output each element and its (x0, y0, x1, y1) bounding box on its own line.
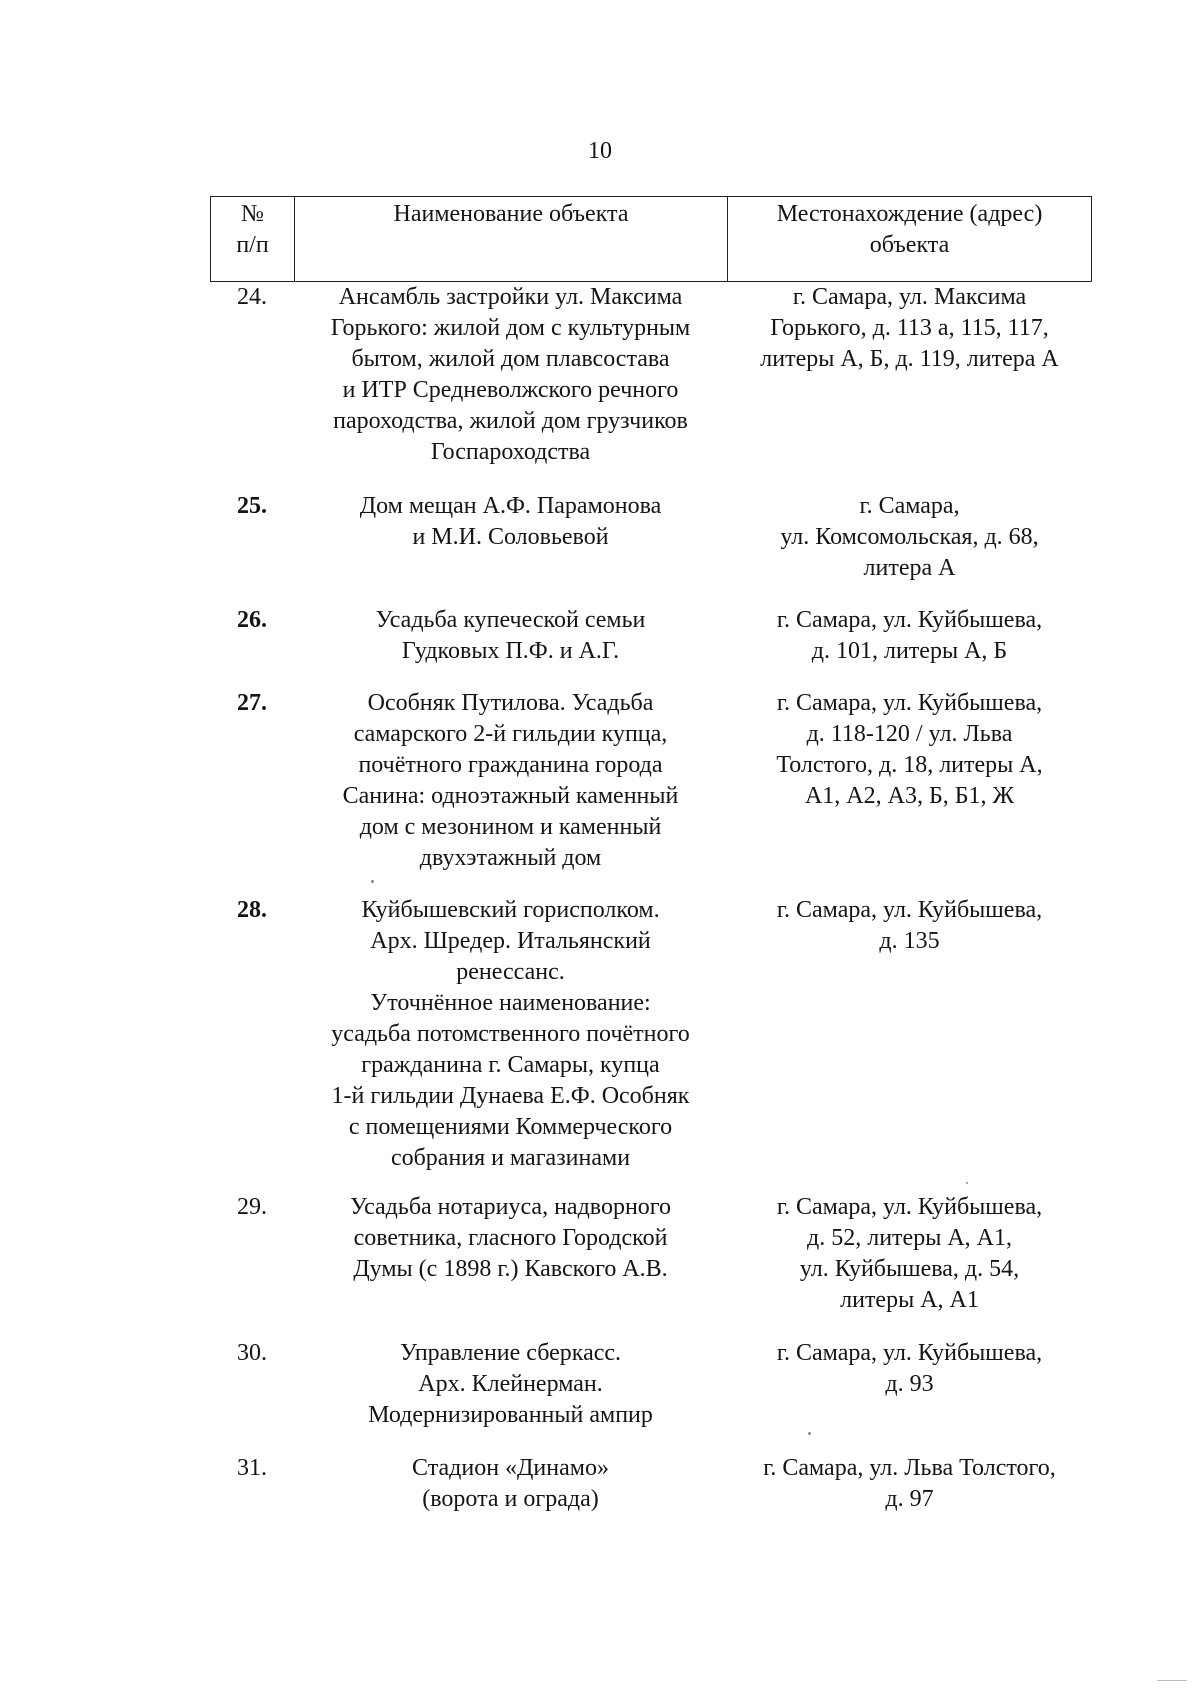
row-object-address: г. Самара, ул. Куйбышева, д. 52, литеры А, А1, ул. Куйбышева, д. 54, литеры А, А1 (776, 1194, 1043, 1313)
table-row (210, 282, 1092, 468)
row-object-address: г. Самара, ул. Льва Толстого, д. 97 (763, 1455, 1056, 1512)
page-number: 10 (588, 138, 612, 164)
row-object-name: Куйбышевский горисполком. Арх. Шредер. Итальянский ренессанс. Уточнённое наименование: усадьба потомственного почётного гражданина г. Самары, купца 1-й гильдии Дунаева Е.Ф. Особняк с помещениями Коммерческого собрания и магазинами (331, 897, 690, 1171)
row-number: 30. (237, 1340, 267, 1366)
table-row (210, 1192, 1092, 1316)
scan-speck (1157, 1680, 1187, 1681)
table-row (210, 688, 1092, 874)
scan-speck (808, 1432, 811, 1435)
header-number-column: № п/п (211, 197, 295, 281)
row-number: 31. (237, 1455, 267, 1481)
table-row (210, 605, 1092, 667)
row-object-name: Стадион «Динамо» (ворота и ограда) (412, 1455, 609, 1512)
row-object-address: г. Самара, ул. Куйбышева, д. 101, литеры А, Б (776, 607, 1043, 664)
table-row (210, 1453, 1092, 1515)
row-number: 27. (237, 690, 267, 716)
row-object-name: Усадьба купеческой семьи Гудковых П.Ф. и А.Г. (375, 607, 646, 664)
header-address-column: Местонахождение (адрес) объекта (776, 201, 1043, 258)
row-object-address: г. Самара, ул. Максима Горького, д. 113 а, 115, 117, литеры А, Б, д. 119, литера А (760, 284, 1059, 372)
scan-speck (966, 1182, 968, 1184)
row-object-name: Особняк Путилова. Усадьба самарского 2-й гильдии купца, почётного гражданина города Санина: одноэтажный каменный дом с мезонином и каменный двухэтажный дом (342, 690, 679, 871)
row-object-name: Дом мещан А.Ф. Парамонова и М.И. Соловьевой (359, 493, 662, 550)
row-number: 26. (237, 607, 267, 633)
row-object-address: г. Самара, ул. Куйбышева, д. 93 (776, 1340, 1043, 1397)
row-object-name: Ансамбль застройки ул. Максима Горького: жилой дом с культурным бытом, жилой дом плавсостава и ИТР Средневолжского речного пароходства, жилой дом грузчиков Госпароходства (330, 284, 691, 465)
row-number: 24. (237, 284, 267, 310)
row-object-name: Усадьба нотариуса, надворного советника, гласного Городской Думы (с 1898 г.) Кавского А.В. (349, 1194, 672, 1282)
scan-speck (371, 880, 374, 883)
row-object-address: г. Самара, ул. Комсомольская, д. 68, литера А (780, 493, 1039, 581)
row-number: 29. (237, 1194, 267, 1220)
table-row (210, 491, 1092, 584)
header-name-column: Наименование объекта (295, 197, 728, 281)
table-row (210, 1338, 1092, 1431)
row-object-address: г. Самара, ул. Куйбышева, д. 118-120 / ул. Льва Толстого, д. 18, литеры А, А1, А2, А3, Б, Б1, Ж (776, 690, 1043, 809)
row-object-address: г. Самара, ул. Куйбышева, д. 135 (776, 897, 1043, 954)
row-object-name: Управление сберкасс. Арх. Клейнерман. Модернизированный ампир (368, 1340, 653, 1428)
row-number: 28. (237, 897, 267, 923)
row-number: 25. (237, 493, 267, 519)
table-row (210, 895, 1092, 1174)
